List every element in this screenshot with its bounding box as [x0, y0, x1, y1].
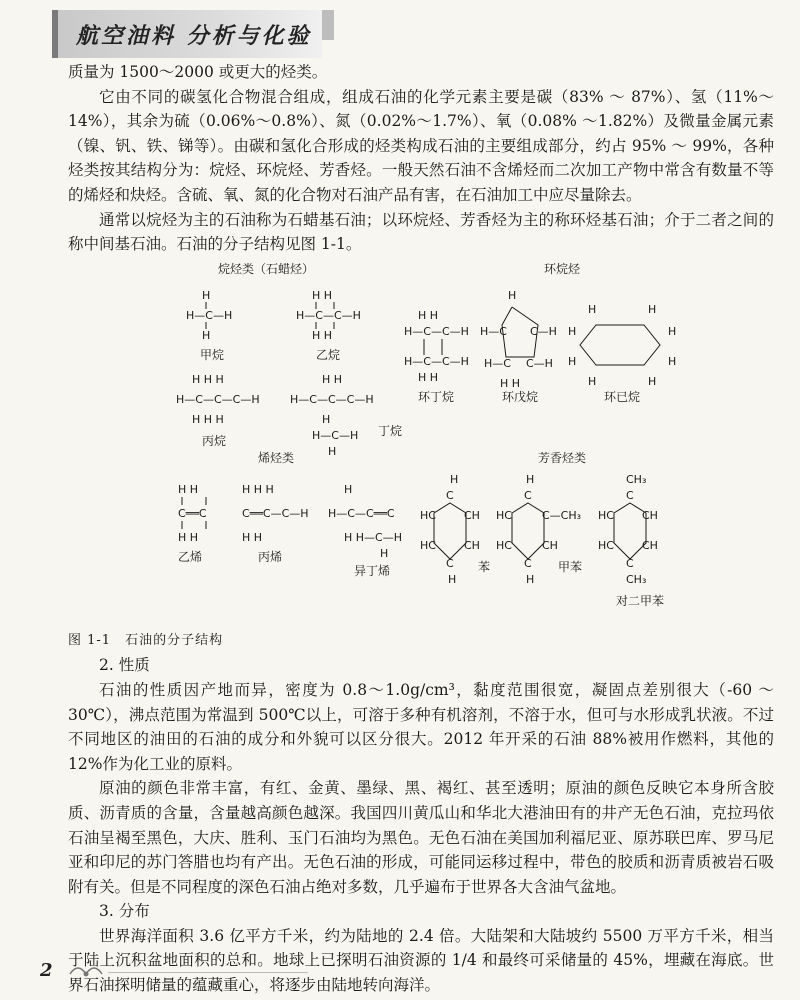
svg-text:H: H	[668, 324, 677, 338]
label-cyclobutane: 环丁烷	[418, 389, 455, 404]
svg-text:H: H	[508, 288, 517, 302]
svg-text:C: C	[446, 556, 454, 570]
svg-text:CH₃: CH₃	[626, 572, 647, 586]
svg-text:CH: CH	[464, 538, 480, 552]
running-header	[52, 10, 322, 58]
header-title: 航空油料 分析与化验	[76, 23, 312, 49]
label-ethylene: 乙烯	[178, 549, 203, 564]
svg-text:CH₃: CH₃	[626, 472, 647, 486]
page-content	[68, 60, 774, 998]
paragraph-0: 质量为 1500～2000 或更大的烃类。	[68, 63, 328, 81]
svg-text:H: H	[648, 374, 657, 388]
svg-text:C: C	[626, 488, 634, 502]
svg-text:H: H	[380, 546, 389, 560]
cyclobutane-structure	[404, 309, 469, 384]
svg-text:H: H	[588, 374, 597, 388]
svg-text:HC: HC	[598, 538, 614, 552]
svg-text:H: H	[202, 328, 211, 342]
svg-text:C: C	[446, 488, 454, 502]
label-methane: 甲烷	[200, 347, 225, 362]
svg-text:HC: HC	[496, 508, 512, 522]
header-decoration	[322, 10, 334, 40]
paragraph-5: 世界海洋面积 3.6 亿平方千米，约为陆地的 2.4 倍。大陆架和大陆坡约 5500 万平方千米，相当于陆上沉积盆地面积的总和。地球上已探明石油资源的 1/4 和最终可采储量的 45%，埋藏在海底。世界石油探明储量的蕴藏重心，将逐步由陆地转向海洋。	[68, 926, 774, 995]
svg-text:H H: H H	[418, 308, 439, 322]
svg-text:H H: H H	[178, 530, 199, 544]
group-label-cycloalkanes: 环烷烃	[544, 261, 581, 276]
svg-text:HC: HC	[420, 508, 436, 522]
svg-text:H: H	[648, 302, 657, 316]
label-benzene: 苯	[478, 559, 491, 574]
cyclopentane-structure	[480, 289, 557, 390]
molecular-structure-figure	[68, 259, 774, 629]
svg-text:C: C	[626, 556, 634, 570]
svg-text:CH: CH	[542, 538, 558, 552]
paragraph-4: 原油的颜色非常丰富，有红、金黄、墨绿、黑、褐红、甚至透明；原油的颜色反映它本身所含胶质、沥青质的含量，含量越高颜色越深。我国四川黄瓜山和华北大港油田有的井产无色石油，克拉玛依石油呈褐至黑色，大庆、胜利、玉门石油均为黑色。无色石油在美国加利福尼亚、原苏联巴库、罗马尼亚和印尼的苏门答腊也均有产出。无色石油的形成，可能同运移过程中，带色的胶质和沥青质被岩石吸附有关。但是不同程度的深色石油占绝对多数，几乎遍布于世界各大含油气盆地。	[68, 779, 774, 896]
paragraph-3: 石油的性质因产地而异，密度为 0.8～1.0g/cm³，黏度范围很宽，凝固点差别很大（-60 ～30℃），沸点范围为常温到 500℃以上，可溶于多种有机溶剂，不溶于水，但可与水形成乳状液。不过不同地区的油田的石油的成分和外貌可以区分很大。2012 年开采的石油 88%被用作燃料，其他的 12%作为化工业的原料。	[68, 680, 774, 773]
page-number: 2	[40, 960, 53, 981]
figure-caption: 图 1-1 石油的分子结构	[68, 632, 224, 648]
svg-text:C══C—C—H: C══C—C—H	[242, 506, 309, 520]
label-propane: 丙烷	[202, 433, 227, 448]
label-pxylene: 对二甲苯	[616, 593, 665, 608]
svg-text:H H H: H H H	[192, 412, 224, 426]
label-cyclohexane: 环已烷	[604, 389, 641, 404]
svg-text:H: H	[568, 324, 577, 338]
label-toluene: 甲苯	[558, 559, 583, 574]
svg-text:H: H	[588, 302, 597, 316]
svg-text:CH: CH	[642, 538, 658, 552]
svg-text:H—C—C══C: H—C—C══C	[328, 506, 395, 520]
label-isobutylene: 异丁烯	[354, 563, 391, 578]
group-label-aromatics: 芳香烃类	[538, 450, 587, 465]
svg-text:C—CH₃: C—CH₃	[542, 508, 582, 522]
isobutylene-structure	[328, 483, 402, 560]
svg-text:H—C—C—C—H: H—C—C—C—H	[176, 392, 260, 406]
svg-text:H H: H H	[312, 328, 333, 342]
svg-text:HC: HC	[598, 508, 614, 522]
section-heading-properties: 2. 性质	[99, 656, 150, 675]
svg-text:H H H: H H H	[242, 482, 274, 496]
svg-text:CH: CH	[464, 508, 480, 522]
svg-text:H—C—C—H: H—C—C—H	[404, 354, 469, 368]
svg-text:C—H: C—H	[530, 324, 557, 338]
ethane-structure	[296, 289, 361, 342]
svg-text:HC: HC	[420, 538, 436, 552]
svg-text:C—H: C—H	[526, 356, 553, 370]
butane-structure	[290, 373, 374, 458]
label-ethane: 乙烷	[316, 347, 341, 362]
svg-text:H: H	[202, 288, 211, 302]
svg-text:H: H	[526, 472, 535, 486]
group-label-alkenes: 烯烃类	[258, 450, 295, 465]
svg-text:H H—C—H: H H—C—H	[344, 530, 402, 544]
svg-text:H H: H H	[418, 370, 439, 384]
methane-structure	[186, 289, 232, 342]
svg-text:H: H	[344, 482, 353, 496]
label-butane: 丁烷	[378, 423, 403, 438]
svg-text:HC: HC	[496, 538, 512, 552]
svg-text:H: H	[668, 354, 677, 368]
benzene-structure	[420, 473, 480, 586]
svg-text:H—C—C—C—H: H—C—C—C—H	[290, 392, 374, 406]
svg-text:H—C—H: H—C—H	[186, 308, 233, 322]
svg-text:H H: H H	[178, 482, 199, 496]
svg-text:H H: H H	[500, 376, 521, 390]
paragraph-2: 通常以烷烃为主的石油称为石蜡基石油；以环烷烃、芳香烃为主的称环烃基石油；介于二者之间的称中间基石油。石油的分子结构见图 1-1。	[68, 210, 774, 254]
section-heading-distribution: 3. 分布	[99, 902, 150, 921]
svg-text:H—C—H: H—C—H	[312, 428, 359, 442]
svg-text:H—C: H—C	[484, 356, 511, 370]
ethylene-structure	[178, 483, 207, 544]
propane-structure	[176, 373, 260, 426]
group-label-alkanes: 烷烃类（石蜡烃）	[218, 261, 315, 276]
svg-text:H—C: H—C	[480, 324, 507, 338]
footer-rule	[108, 972, 308, 973]
svg-text:H: H	[450, 472, 459, 486]
svg-text:H: H	[448, 572, 457, 586]
propylene-structure	[242, 483, 309, 544]
svg-text:H H: H H	[322, 372, 343, 386]
svg-text:C══C: C══C	[178, 506, 207, 520]
svg-text:H H: H H	[242, 530, 263, 544]
pxylene-structure	[598, 473, 658, 586]
svg-text:H H H: H H H	[192, 372, 224, 386]
page-ornament-icon	[68, 960, 104, 984]
svg-text:C: C	[524, 488, 532, 502]
svg-text:H H: H H	[312, 288, 333, 302]
svg-text:H—C—C—H: H—C—C—H	[404, 324, 469, 338]
svg-text:H—C—C—H: H—C—C—H	[296, 308, 361, 322]
svg-text:H: H	[322, 412, 331, 426]
paragraph-1: 它由不同的碳氢化合物混合组成，组成石油的化学元素主要是碳（83% ～ 87%）、氢（11%～14%），其余为硫（0.06%～0.8%）、氮（0.02%～1.7%）、氧（0.08% ～1.82%）及微量金属元素（镍、钒、铁、锑等）。由碳和氢化合形成的烃类构成石油的主要组成部分，约占 95% ～ 99%，各种烃类按其结构分为：烷烃、环烷烃、芳香烃。一般天然石油不含烯烃而二次加工产物中常含有数量不等的烯烃和炔烃。含硫、氧、氮的化合物对石油产品有害，在石油加工中应尽量除去。	[68, 87, 774, 204]
svg-text:H: H	[328, 444, 337, 458]
svg-text:H: H	[568, 354, 577, 368]
svg-text:C: C	[524, 556, 532, 570]
svg-text:H: H	[526, 572, 535, 586]
svg-text:CH: CH	[642, 508, 658, 522]
label-cyclopentane: 环戊烷	[502, 389, 539, 404]
label-propylene: 丙烯	[258, 549, 283, 564]
